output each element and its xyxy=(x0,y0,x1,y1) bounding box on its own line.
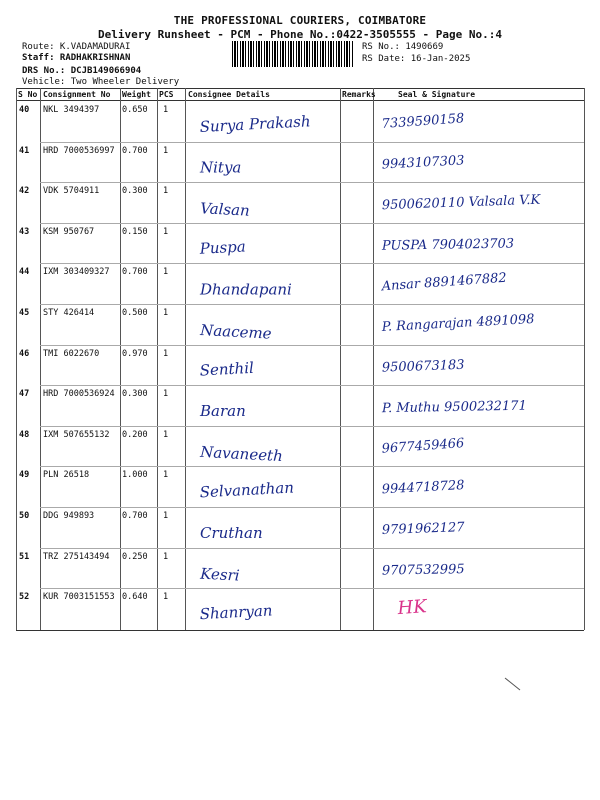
cell-pcs: 1 xyxy=(163,470,169,481)
handwritten-consignee: Cruthan xyxy=(200,524,263,542)
handwritten-signature: 9500673183 xyxy=(381,357,465,376)
handwritten-signature: 9791962127 xyxy=(381,520,465,538)
row-divider xyxy=(40,263,584,264)
cell-cons: PLN 26518 xyxy=(43,470,90,481)
cell-pcs: 1 xyxy=(163,389,169,400)
cell-sno: 49 xyxy=(19,470,30,481)
row-divider xyxy=(40,182,584,183)
cell-pcs: 1 xyxy=(163,105,169,115)
handwritten-signature: 9943107303 xyxy=(381,153,465,173)
cell-pcs: 1 xyxy=(163,308,169,318)
handwritten-consignee: Shanryan xyxy=(199,601,273,624)
cell-cons: HRD 7000536997 xyxy=(43,145,115,156)
col-header-sno: S No xyxy=(18,90,38,99)
cell-weight: 0.700 xyxy=(122,511,148,521)
cell-weight: 0.150 xyxy=(122,226,148,237)
handwritten-signature: 9944718728 xyxy=(381,478,465,498)
handwritten-signature: Ansar 8891467882 xyxy=(381,270,508,295)
row-divider xyxy=(40,385,584,386)
cell-sno: 41 xyxy=(19,145,30,156)
handwritten-consignee: Selvanathan xyxy=(199,478,295,502)
cell-weight: 1.000 xyxy=(122,470,148,481)
cell-sno: 52 xyxy=(19,592,30,603)
handwritten-signature: HK xyxy=(396,596,428,620)
cell-pcs: 1 xyxy=(163,267,169,278)
cell-weight: 0.200 xyxy=(122,429,148,440)
cell-sno: 43 xyxy=(19,226,30,237)
cell-cons: VDK 5704911 xyxy=(43,186,100,197)
row-divider xyxy=(40,142,584,143)
cell-pcs: 1 xyxy=(163,145,169,156)
cell-weight: 0.970 xyxy=(122,348,148,359)
cell-weight: 0.500 xyxy=(122,308,148,318)
col-header-seal: Seal & Signature xyxy=(398,90,476,99)
col-divider xyxy=(16,88,17,630)
handwritten-consignee: Senthil xyxy=(199,358,255,380)
col-divider xyxy=(340,88,341,630)
handwritten-consignee: Kesri xyxy=(199,564,241,585)
cell-weight: 0.650 xyxy=(122,105,148,115)
cell-cons: DDG 949893 xyxy=(43,511,95,521)
cell-weight: 0.300 xyxy=(122,186,148,197)
handwritten-signature: 9500620110 Valsala V.K xyxy=(381,192,541,214)
cell-cons: IXM 507655132 xyxy=(43,429,110,440)
cell-pcs: 1 xyxy=(163,429,169,440)
col-divider xyxy=(185,88,186,630)
row-divider xyxy=(40,466,584,467)
cell-sno: 50 xyxy=(19,511,30,521)
staff-label: Staff: RADHAKRISHNAN xyxy=(22,53,131,63)
handwritten-consignee: Naaceme xyxy=(199,321,273,343)
cell-weight: 0.700 xyxy=(122,267,148,278)
handwritten-consignee: Baran xyxy=(200,402,246,421)
cell-cons: STY 426414 xyxy=(43,308,95,318)
cell-cons: TRZ 275143494 xyxy=(43,551,110,562)
col-header-pcs: PCS xyxy=(159,90,174,99)
row-divider xyxy=(40,548,584,549)
cell-pcs: 1 xyxy=(163,348,169,359)
company-title: THE PROFESSIONAL COURIERS, COIMBATORE xyxy=(173,14,427,27)
row-divider xyxy=(40,588,584,589)
cell-sno: 48 xyxy=(19,429,30,440)
handwritten-signature: 9707532995 xyxy=(381,562,465,579)
cell-sno: 51 xyxy=(19,551,30,562)
runsheet-subtitle: Delivery Runsheet - PCM - Phone No.:0422-3505555 - Page No.:4 xyxy=(98,28,502,41)
row-divider xyxy=(40,345,584,346)
col-divider xyxy=(40,88,41,630)
handwritten-signature: 9677459466 xyxy=(381,436,465,457)
row-divider xyxy=(40,223,584,224)
col-divider xyxy=(120,88,121,630)
route-label: Route: K.VADAMADURAI xyxy=(22,42,131,52)
cell-sno: 46 xyxy=(19,348,30,359)
col-header-consignee: Consignee Details xyxy=(188,90,270,99)
handwritten-consignee: Puspa xyxy=(199,237,247,258)
cell-cons: NKL 3494397 xyxy=(43,105,100,115)
barcode xyxy=(232,41,354,67)
row-divider xyxy=(40,426,584,427)
row-divider xyxy=(40,304,584,305)
vehicle-label: Vehicle: Two Wheeler Delivery xyxy=(22,77,180,87)
pen-mark xyxy=(505,678,520,690)
cell-cons: HRD 7000536924 xyxy=(43,389,115,400)
col-header-remarks: Remarks xyxy=(342,90,376,99)
handwritten-consignee: Nitya xyxy=(200,158,242,177)
handwritten-signature: P. Rangarajan 4891098 xyxy=(381,312,535,335)
drs-label: DRS No.: DCJB149066904 xyxy=(22,66,142,76)
cell-sno: 40 xyxy=(19,105,30,115)
cell-pcs: 1 xyxy=(163,551,169,562)
table-top-border xyxy=(16,88,584,89)
cell-pcs: 1 xyxy=(163,226,169,237)
handwritten-signature: PUSPA 7904023703 xyxy=(381,236,515,254)
handwritten-consignee: Navaneeth xyxy=(199,442,284,466)
cell-cons: KUR 7003151553 xyxy=(43,592,115,603)
cell-weight: 0.300 xyxy=(122,389,148,400)
handwritten-consignee: Valsan xyxy=(199,199,251,220)
handwritten-consignee: Surya Prakash xyxy=(199,112,311,136)
row-divider xyxy=(40,507,584,508)
cell-pcs: 1 xyxy=(163,186,169,197)
cell-sno: 47 xyxy=(19,389,30,400)
cell-weight: 0.250 xyxy=(122,551,148,562)
rs-date: RS Date: 16-Jan-2025 xyxy=(362,54,471,64)
col-divider xyxy=(373,88,374,630)
handwritten-signature: P. Muthu 9500232171 xyxy=(381,398,527,417)
cell-cons: TMI 6022670 xyxy=(43,348,100,359)
cell-sno: 42 xyxy=(19,186,30,197)
rs-number: RS No.: 1490669 xyxy=(362,42,444,52)
handwritten-signature: 7339590158 xyxy=(381,111,465,132)
cell-sno: 45 xyxy=(19,308,30,318)
cell-cons: IXM 303409327 xyxy=(43,267,110,278)
table-bottom-border xyxy=(16,630,584,631)
cell-pcs: 1 xyxy=(163,592,169,603)
cell-weight: 0.640 xyxy=(122,592,148,603)
handwritten-consignee: Dhandapani xyxy=(200,280,292,299)
cell-cons: KSM 950767 xyxy=(43,226,95,237)
col-divider xyxy=(584,88,585,630)
cell-weight: 0.700 xyxy=(122,145,148,156)
cell-sno: 44 xyxy=(19,267,30,278)
col-header-weight: Weight xyxy=(122,90,151,99)
col-header-consignment: Consignment No xyxy=(43,90,111,99)
col-divider xyxy=(157,88,158,630)
header-bottom-border xyxy=(16,100,584,101)
cell-pcs: 1 xyxy=(163,511,169,521)
